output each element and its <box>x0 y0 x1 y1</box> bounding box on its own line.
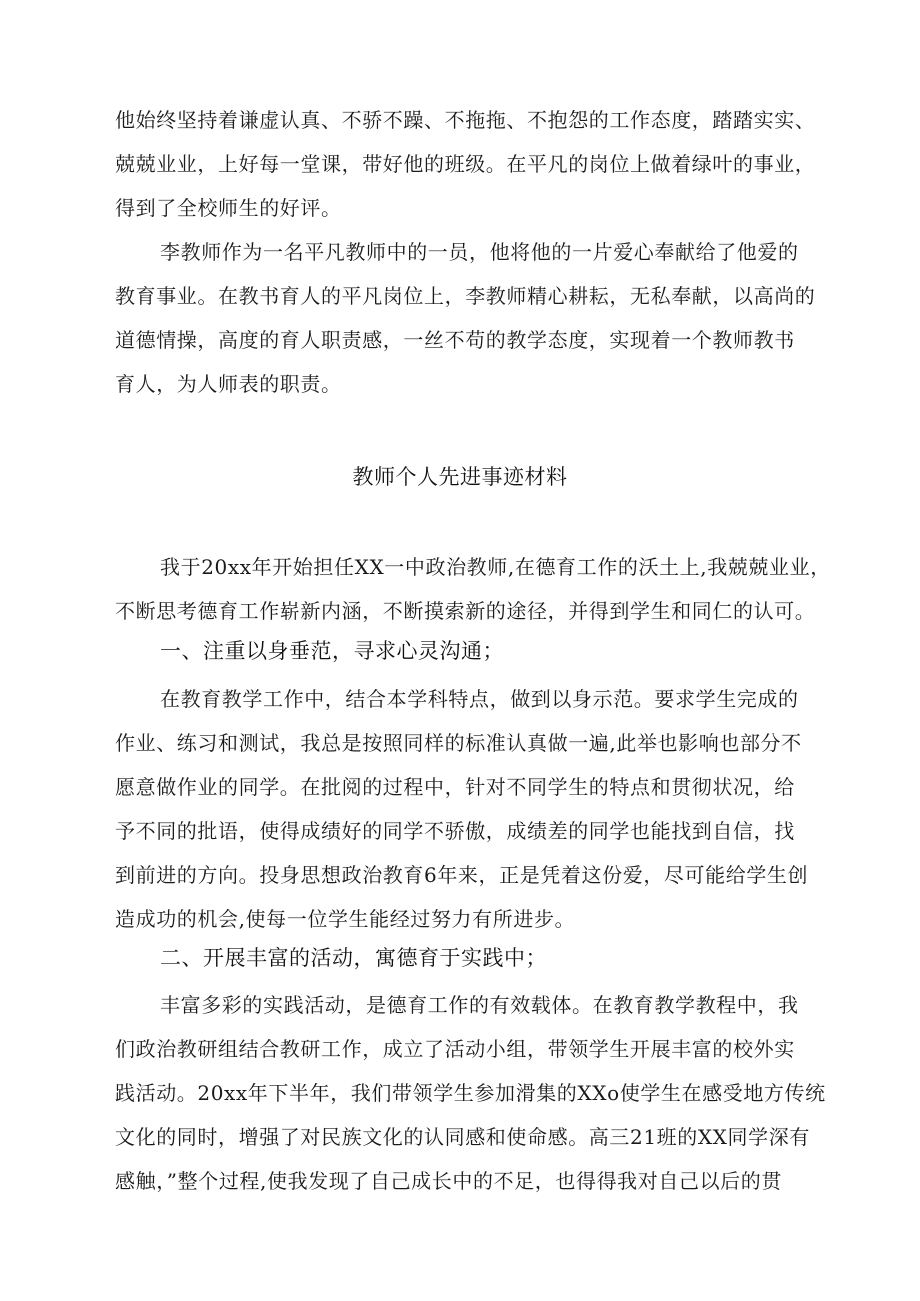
paragraph-line: 教育事业。在教书育人的平凡岗位上，李教师精心耕耘，无私奉献，以高尚的 <box>115 284 816 308</box>
paragraph-line: 们政治教研组结合教研工作，成立了活动小组，带领学生开展丰富的校外实 <box>115 1037 795 1061</box>
paragraph-line: 文化的同时，增强了对民族文化的认同感和使命感。高三21班的XX同学深有 <box>115 1125 810 1149</box>
paragraph-line: 作业、练习和测试，我总是按照同样的标准认真做一遍,此举也影响也部分不 <box>115 731 802 755</box>
paragraph-line: 感触，”整个过程,使我发现了自己成长中的不足，也得得我对自己以后的贯 <box>115 1169 782 1193</box>
paragraph-line: 到前进的方向。投身思想政治教育6年来，正是凭着这份爱，尽可能给学生创 <box>115 863 809 887</box>
paragraph-line: 丰富多彩的实践活动，是德育工作的有效载体。在教育教学教程中，我 <box>160 993 799 1017</box>
paragraph-line: 兢兢业业，上好每一堂课，带好他的班级。在平凡的岗位上做着绿叶的事业， <box>115 152 816 176</box>
section-heading: 一、注重以身垂范，寻求心灵沟通； <box>160 639 504 663</box>
paragraph-line: 李教师作为一名平凡教师中的一员，他将他的一片爱心奉献给了他爱的 <box>160 240 799 264</box>
paragraph-line: 育人，为人师表的职责。 <box>115 372 342 396</box>
paragraph-line: 他始终坚持着谦虚认真、不骄不躁、不拖拖、不抱怨的工作态度，踏踏实实、 <box>115 108 816 132</box>
paragraph-line: 愿意做作业的同学。在批阅的过程中，针对不同学生的特点和贯彻状况，给 <box>115 775 795 799</box>
paragraph-line: 得到了全校师生的好评。 <box>115 196 342 220</box>
paragraph-line: 在教育教学工作中，结合本学科特点，做到以身示范。要求学生完成的 <box>160 687 799 711</box>
paragraph-line: 道德情操，高度的育人职责感，一丝不苟的教学态度，实现着一个教师教书 <box>115 328 795 352</box>
paragraph-line: 不断思考德育工作崭新内涵，不断摸索新的途径，并得到学生和同仁的认可。 <box>115 599 816 623</box>
paragraph-line: 予不同的批语，使得成绩好的同学不骄傲，成绩差的同学也能找到自信，找 <box>115 819 795 843</box>
section-heading: 二、开展丰富的活动，寓德育于实践中； <box>160 946 547 970</box>
paragraph-line: 践活动。20xx年下半年，我们带领学生参加滑集的XXo使学生在感受地方传统 <box>115 1081 826 1105</box>
paragraph-line: 我于20xx年开始担任XX一中政治教师,在德育工作的沃土上,我兢兢业业， <box>160 555 831 579</box>
document-title: 教师个人先进事迹材料 <box>352 465 568 489</box>
paragraph-line: 造成功的机会,使每一位学生能经过努力有所进步。 <box>115 907 576 931</box>
